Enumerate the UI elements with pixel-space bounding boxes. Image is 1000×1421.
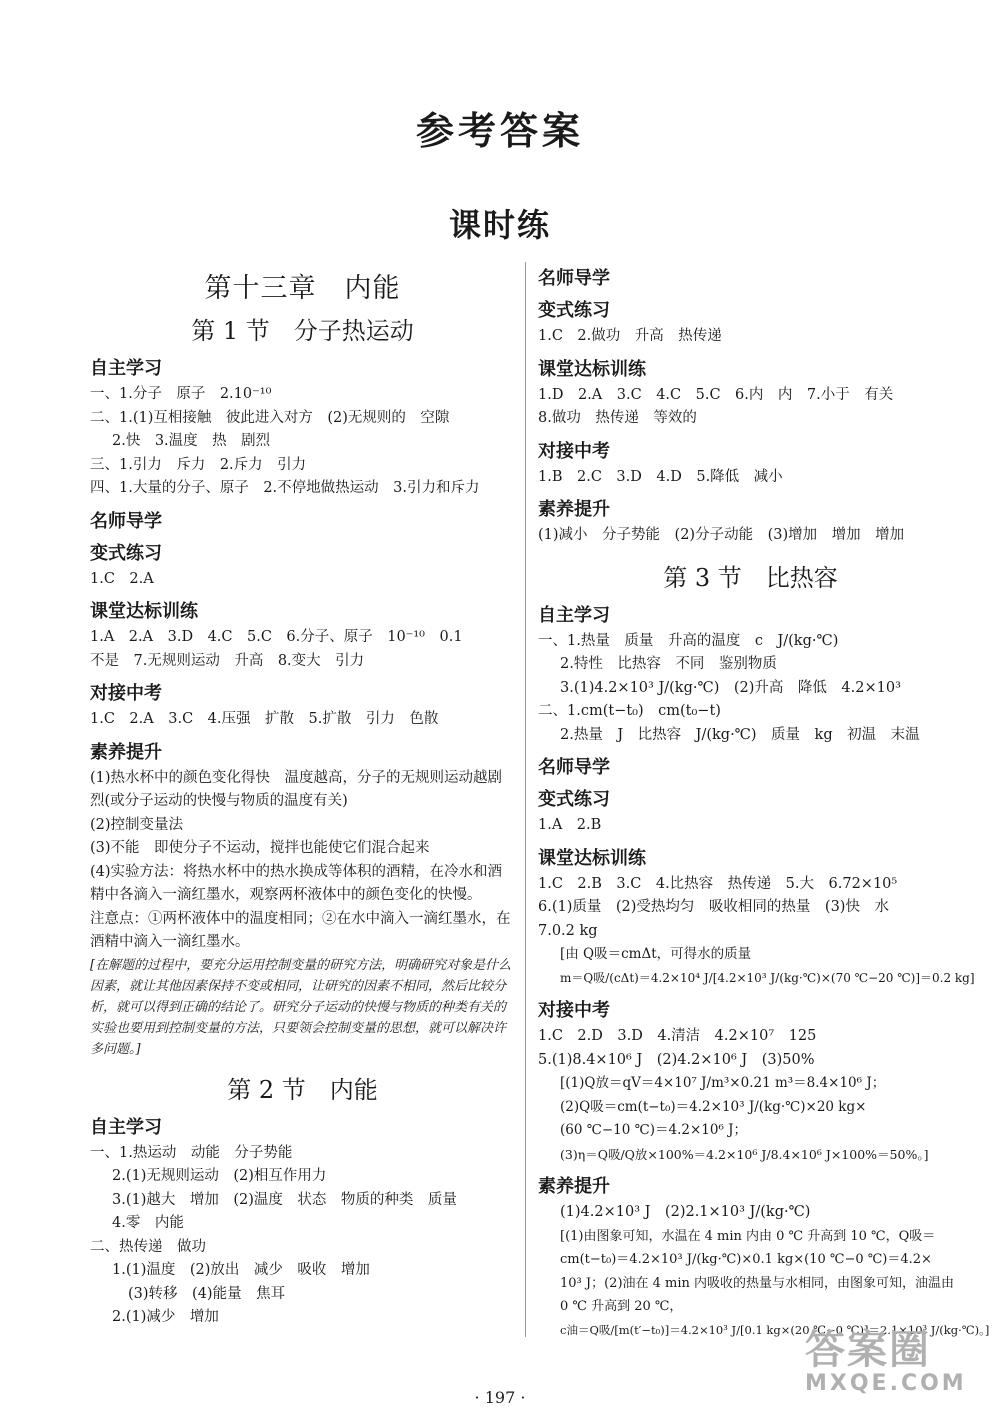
heading-mingshi-daoxue: 名师导学 — [538, 757, 610, 778]
answer-paragraph: (3)不能 即使分子不运动，搅拌也能使它们混合起来 — [90, 840, 430, 856]
answer-line: [(1)由图象可知，水温在 4 min 内由 0 ℃ 升高到 10 ℃，Q吸＝ — [560, 1228, 936, 1244]
answer-line: [(1)Q放＝qV＝4×10⁷ J/m³×0.21 m³＝8.4×10⁶ J； — [560, 1075, 886, 1091]
page-subtitle: 课时练 — [448, 206, 551, 244]
answer-line: 一、1.热运动 动能 分子势能 — [90, 1144, 293, 1161]
answer-line: (60 ℃−10 ℃)＝4.2×10⁶ J； — [560, 1122, 748, 1138]
answer-line: 1.C 2.D 3.D 4.清洁 4.2×10⁷ 125 — [538, 1028, 817, 1044]
section-1-title: 第 1 节 分子热运动 — [191, 317, 414, 345]
answer-line: 0 ℃ 升高到 20 ℃， — [560, 1299, 683, 1314]
answer-line: cm(t−t₀)＝4.2×10³ J/(kg·℃)×0.1 kg×(10 ℃−0 ℃)＝4.2× — [560, 1252, 932, 1267]
watermark-logo — [805, 1318, 990, 1413]
heading-bianshi-lianxi: 变式练习 — [538, 300, 610, 321]
answer-line: 1.(1)温度 (2)放出 减少 吸收 增加 — [112, 1262, 370, 1278]
answer-paragraph: (4)实验方法：将热水杯中的热水换成等体积的酒精，在冷水和酒精中各滴入一滴红墨水，观察两杯液体中的颜色变化的快慢。 — [90, 863, 503, 903]
answer-line: m＝Q吸/(cΔt)＝4.2×10⁴ J/[4.2×10³ J/(kg·℃)×(70 ℃−20 ℃)]＝0.2 kg] — [560, 970, 975, 985]
heading-zizhu-xuexi: 自主学习 — [90, 1116, 162, 1138]
answer-line: 2.特性 比热容 不同 鉴别物质 — [560, 656, 777, 672]
answer-line: 一、1.热量 质量 升高的温度 c J/(kg·℃) — [538, 632, 839, 649]
answer-line: 8.做功 热传递 等效的 — [538, 410, 697, 426]
answer-line: 三、1.引力 斥力 2.斥力 引力 — [90, 456, 307, 473]
section-2-title: 第 2 节 内能 — [227, 1075, 378, 1104]
explanation-note: [在解题的过程中，要充分运用控制变量的研究方法，明确研究对象是什么因素，就让其他因素保持不变或相同，让研究的因素不相同，然后比较分析，就可以得到正确的结论了。研究分子运动的快慢与物质的种类有关的实验也要用到控制变量的方法，只要领会控制变量的思想，就可以解决许多问题。] — [90, 957, 512, 1057]
heading-suyang-tisheng: 素养提升 — [90, 741, 162, 763]
answer-line: 3.(1)越大 增加 (2)温度 状态 物质的种类 质量 — [112, 1191, 457, 1208]
answer-line: 2.(1)减少 增加 — [112, 1309, 219, 1325]
heading-suyang-tisheng: 素养提升 — [538, 1176, 610, 1197]
answer-line: 2.快 3.温度 热 剧烈 — [112, 433, 271, 449]
page-title: 参考答案 — [415, 109, 584, 153]
answer-line: 1.C 2.B 3.C 4.比热容 热传递 5.大 6.72×10⁵ — [538, 875, 898, 892]
heading-suyang-tisheng: 素养提升 — [538, 499, 610, 520]
heading-ketang-dabiao: 课堂达标训练 — [538, 847, 646, 869]
answer-line: 3.(1)4.2×10³ J/(kg·℃) (2)升高 降低 4.2×10³ — [560, 679, 901, 696]
answer-paragraph: (2)控制变量法 — [90, 816, 184, 833]
answer-line: (1)4.2×10³ J (2)2.1×10³ J/(kg·℃) — [560, 1204, 811, 1220]
heading-duijie-zhongkao: 对接中考 — [538, 440, 610, 462]
answer-line: [由 Q吸＝cmΔt，可得水的质量 — [560, 946, 752, 962]
answer-line: 1.D 2.A 3.C 4.C 5.C 6.内 内 7.小于 有关 — [538, 386, 894, 403]
answer-line: 二、热传递 做功 — [90, 1238, 206, 1255]
section-3-title: 第 3 节 比热容 — [663, 563, 838, 592]
heading-bianshi-lianxi: 变式练习 — [538, 789, 610, 810]
heading-mingshi-daoxue: 名师导学 — [90, 510, 162, 532]
answer-line: 一、1.分子 原子 2.10⁻¹⁰ — [90, 386, 272, 402]
answer-line: 不是 7.无规则运动 升高 8.变大 引力 — [90, 652, 365, 669]
chapter-title: 第十三章 内能 — [204, 273, 401, 304]
answer-line: 1.C 2.A 3.C 4.压强 扩散 5.扩散 引力 色散 — [90, 711, 439, 727]
heading-ketang-dabiao: 课堂达标训练 — [538, 358, 646, 380]
answer-line: 1.A 2.A 3.D 4.C 5.C 6.分子、原子 10⁻¹⁰ 0.1 — [90, 629, 463, 645]
heading-ketang-dabiao: 课堂达标训练 — [90, 601, 198, 622]
heading-zizhu-xuexi: 自主学习 — [538, 604, 610, 626]
answer-line: 4.零 内能 — [112, 1215, 184, 1231]
answer-line: 1.A 2.B — [538, 817, 602, 833]
page-number: · 197 · — [474, 1388, 526, 1407]
heading-duijie-zhongkao: 对接中考 — [90, 683, 162, 704]
answer-line: 四、1.大量的分子、原子 2.不停地做热运动 3.引力和斥力 — [90, 480, 480, 496]
answer-line: 6.(1)质量 (2)受热均匀 吸收相同的热量 (3)快 水 — [538, 899, 889, 915]
heading-duijie-zhongkao: 对接中考 — [538, 1000, 610, 1021]
column-divider — [525, 262, 526, 1337]
answer-line: 二、1.cm(t−t₀) cm(t₀−t) — [538, 703, 721, 719]
heading-zizhu-xuexi: 自主学习 — [90, 358, 162, 379]
answer-line: 2.热量 J 比热容 J/(kg·℃) 质量 kg 初温 末温 — [560, 726, 920, 743]
answer-paragraph: (1)热水杯中的颜色变化得快 温度越高，分子的无规则运动越剧烈(或分子运动的快慢与物质的温度有关) — [90, 769, 503, 809]
answer-line: 1.C 2.做功 升高 热传递 — [538, 328, 722, 344]
heading-mingshi-daoxue: 名师导学 — [538, 268, 610, 289]
answer-line: 10³ J；(2)油在 4 min 内吸收的热量与水相同，由图象可知，油温由 — [560, 1275, 955, 1291]
answer-line: 5.(1)8.4×10⁶ J (2)4.2×10⁶ J (3)50% — [538, 1051, 815, 1068]
answer-line: 7.0.2 kg — [538, 922, 598, 939]
answer-line: 1.C 2.A — [90, 570, 154, 587]
answer-line: (3)转移 (4)能量 焦耳 — [128, 1285, 286, 1302]
answer-line: 1.B 2.C 3.D 4.D 5.降低 减小 — [538, 468, 783, 485]
answer-paragraph: 注意点：①两杯液体中的温度相同；②在水中滴入一滴红墨水，在酒精中滴入一滴红墨水。 — [90, 910, 511, 950]
answer-line: 二、1.(1)互相接触 彼此进入对方 (2)无规则的 空隙 — [90, 409, 450, 426]
watermark-url: MXQE.COM — [805, 1371, 967, 1396]
answer-line: 2.(1)无规则运动 (2)相互作用力 — [112, 1168, 327, 1184]
watermark-text: 答案圈 — [805, 1327, 931, 1373]
answer-line: (2)Q吸＝cm(t−t₀)＝4.2×10³ J/(kg·℃)×20 kg× — [560, 1098, 867, 1115]
left-column — [90, 262, 515, 1330]
right-column — [538, 262, 990, 1342]
answer-line: c油＝Q吸/[m(t′−t₀)]＝4.2×10³ J/[0.1 kg×(20 ℃−0 ℃)]＝2.1×10³ J/(kg·℃)。] — [560, 1322, 990, 1337]
answer-line: (3)η＝Q吸/Q放×100%＝4.2×10⁶ J/8.4×10⁶ J×100%＝50%。] — [560, 1146, 929, 1162]
heading-bianshi-lianxi: 变式练习 — [90, 542, 162, 564]
answer-line: (1)减小 分子势能 (2)分子动能 (3)增加 增加 增加 — [538, 527, 905, 543]
